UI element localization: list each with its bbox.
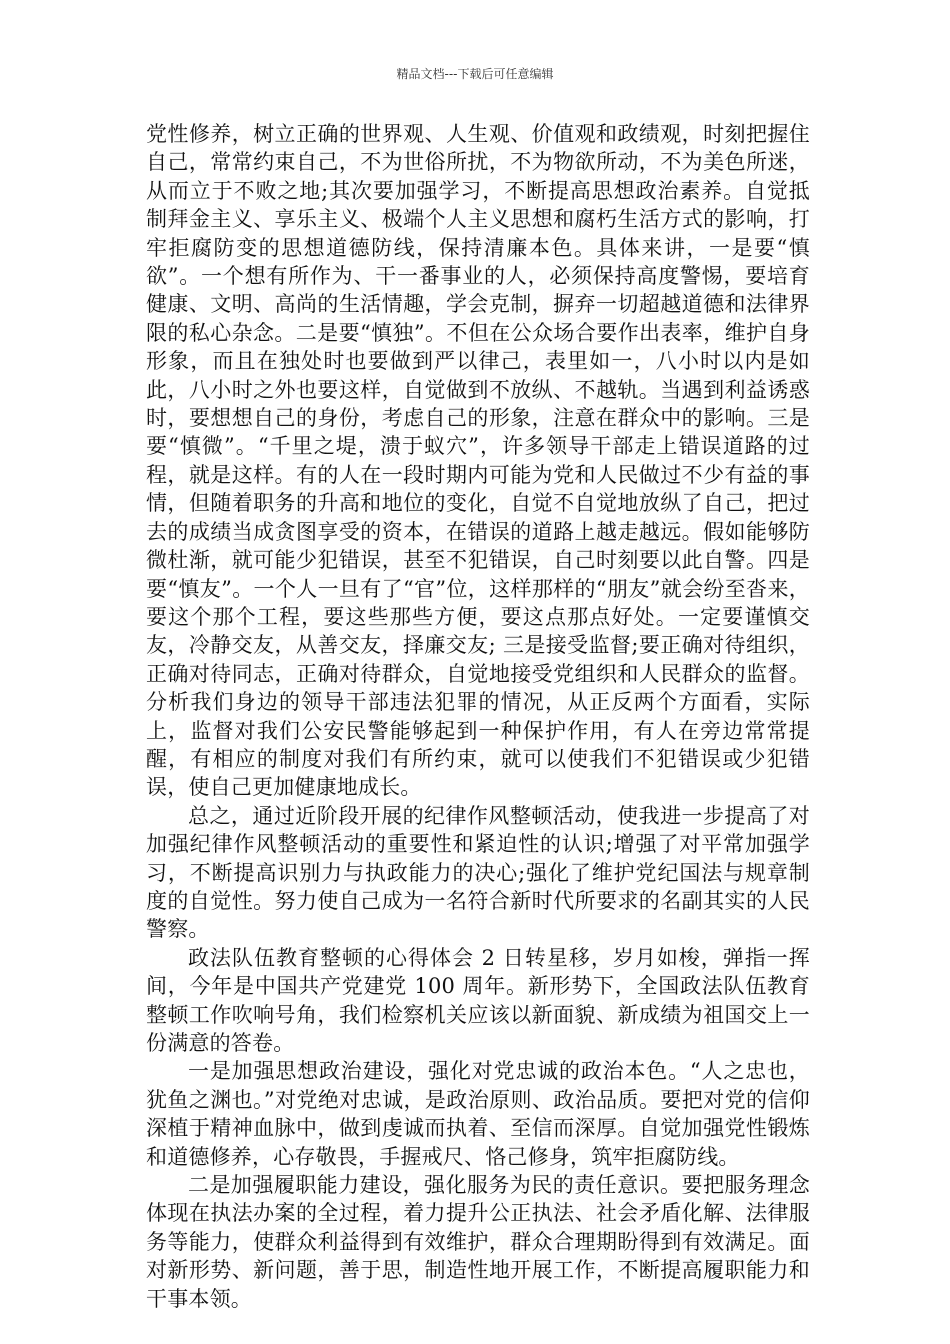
page-header: 精品文档---下载后可任意编辑	[396, 67, 554, 81]
paragraph-summary: 总之，通过近阶段开展的纪律作风整顿活动，使我进一步提高了对加强纪律作风整顿活动的重要性和紧迫性的认识;增强了对平常加强学习，不断提高识别力与执政能力的决心;强化了维护党纪国法与规章制度的自觉性。努力使自己成为一名符合新时代所要求的名副其实的人民警察。	[146, 803, 810, 942]
paragraph-capability-building: 二是加强履职能力建设，强化服务为民的责任意识。要把服务理念体现在执法办案的全过程，着力提升公正执法、社会矛盾化解、法律服务等能力，使群众利益得到有效维护，群众合理期盼得到有效满足。面对新形势、新问题，善于思，制造性地开展工作，不断提高履职能力和干事本领。	[146, 1173, 810, 1311]
paragraph-political-building: 一是加强思想政治建设，强化对党忠诚的政治本色。“人之忠也，犹鱼之渊也。”对党绝对忠诚，是政治原则、政治品质。要把对党的信仰深植于精神血脉中，做到虔诚而执着、至信而深厚。自觉加强党性锻炼和道德修养，心存敬畏，手握戒尺、恪己修身，筑牢拒腐防线。	[146, 1059, 810, 1169]
paragraph-education-intro: 政法队伍教育整顿的心得体会 2 日转星移，岁月如梭，弹指一挥间，今年是中国共产党建党 100 周年。新形势下，全国政法队伍教育整顿工作吹响号角，我们检察机关应该以新面貌、新成绩为祖国交上一份满意的答卷。	[146, 945, 810, 1055]
paragraph-self-discipline: 党性修养，树立正确的世界观、人生观、价值观和政绩观，时刻把握住自己，常常约束自己，不为世俗所扰，不为物欲所动，不为美色所迷，从而立于不败之地;其次要加强学习，不断提高思想政治素养。自觉抵制拜金主义、享乐主义、极端个人主义思想和腐朽生活方式的影响，打牢拒腐防变的思想道德防线，保持清廉本色。具体来讲，一是要“慎欲”。一个想有所作为、干一番事业的人，必须保持高度警惕，要培育健康、文明、高尚的生活情趣，学会克制，摒弃一切超越道德和法律界限的私心杂念。二是要“慎独”。不但在公众场合要作出表率，维护自身形象，而且在独处时也要做到严以律己，表里如一，八小时以内是如此，八小时之外也要这样，自觉做到不放纵、不越轨。当遇到利益诱惑时，要想想自己的身份，考虑自己的形象，注意在群众中的影响。三是要“慎微”。“千里之堤，溃于蚁穴”，许多领导干部走上错误道路的过程，就是这样。有的人在一段时期内可能为党和人民做过不少有益的事情，但随着职务的升高和地位的变化，自觉不自觉地放纵了自己，把过去的成绩当成贪图享受的资本，在错误的道路上越走越远。假如能够防微杜渐，就可能少犯错误，甚至不犯错误，自己时刻要以此自警。四是要“慎友”。一个人一旦有了“官”位，这样那样的“朋友”就会纷至沓来，要这个那个工程，要这些那些方便，要这点那点好处。一定要谨慎交友，冷静交友，从善交友，择廉交友; 三是接受监督;要正确对待组织，正确对待同志，正确对待群众，自觉地接受党组织和人民群众的监督。分析我们身边的领导干部违法犯罪的情况，从正反两个方面看，实际上，监督对我们公安民警能够起到一种保护作用，有人在旁边常常提醒，有相应的制度对我们有所约束，就可以使我们不犯错误或少犯错误，使自己更加健康地成长。	[146, 122, 810, 800]
document-body	[146, 120, 810, 1313]
